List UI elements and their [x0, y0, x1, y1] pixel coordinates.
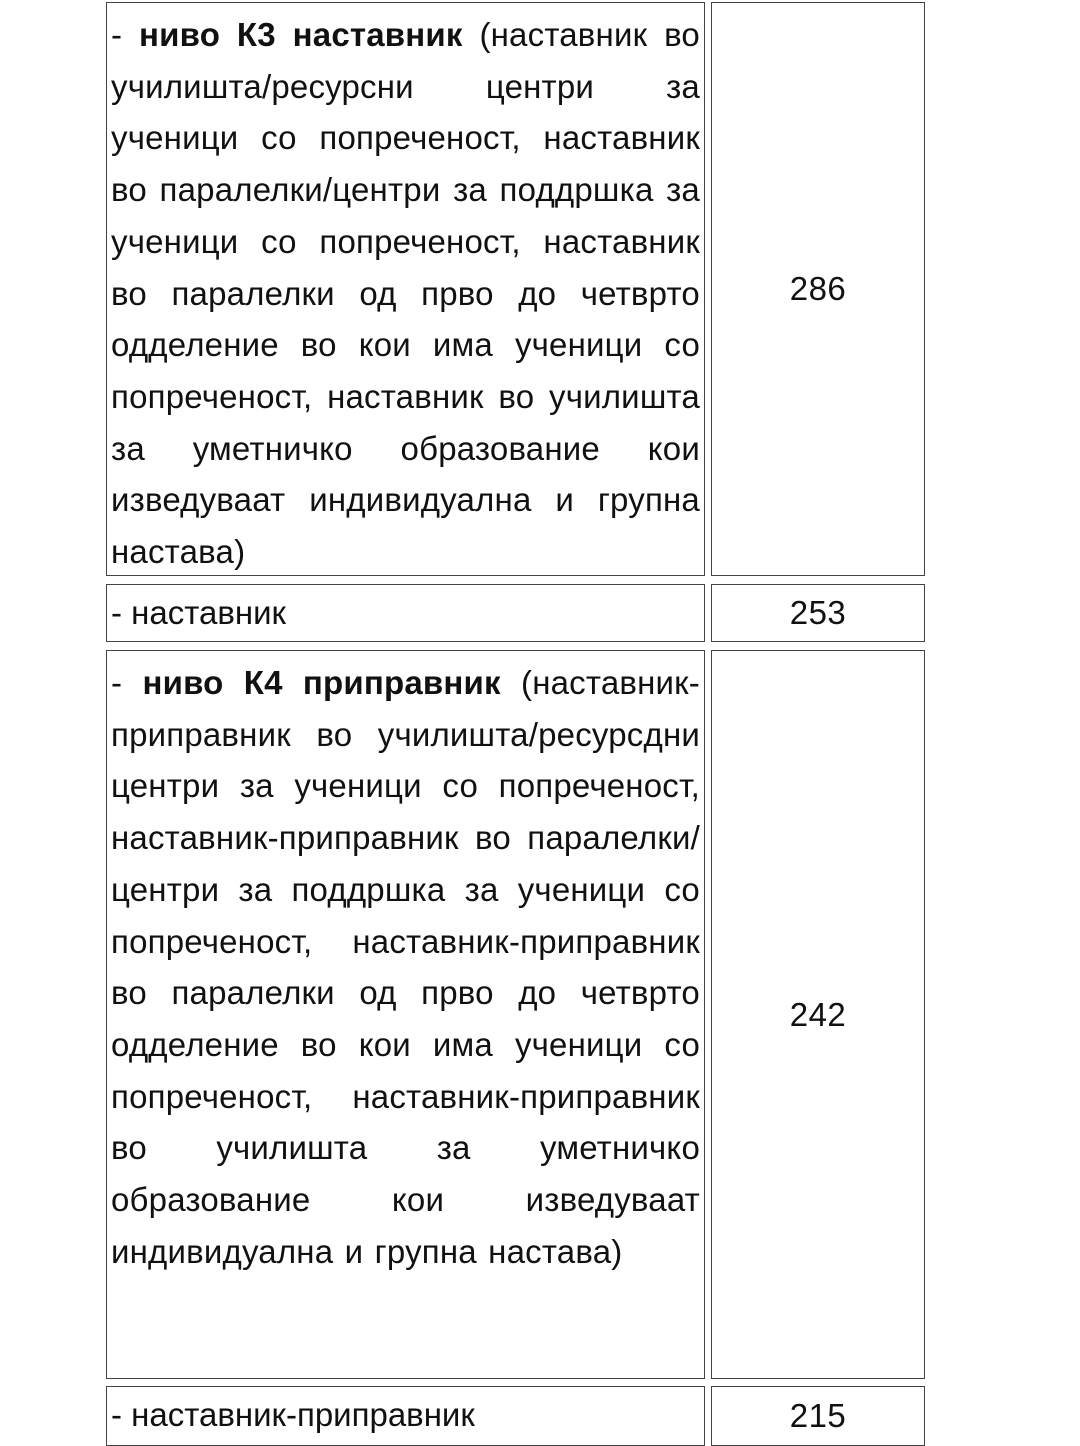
- table-row-description-trainee: [106, 1386, 705, 1446]
- dash-prefix: -: [111, 664, 143, 701]
- description-k3-text: [111, 9, 700, 578]
- dash-prefix: -: [111, 16, 140, 53]
- value-trainee: 215: [789, 1397, 847, 1434]
- teacher-label: - наставник: [111, 594, 286, 631]
- level-k3-heading: ниво К3 наставник: [139, 16, 463, 53]
- level-k4-heading: ниво К4 приправник: [142, 664, 501, 701]
- value-teacher: 253: [789, 594, 847, 631]
- level-k4-details: (наставник-приправник во училишта/ресурсдни центри за ученици со попреченост, наставник-приправник во паралелки/центри за поддршка за ученици со попреченост, наставник-приправник во паралелки од прво до четврто одделение во кои има ученици со попреченост, наставник-приправник во училишта за уметничко образование кои изведуваат индивидуална и групна настава): [111, 664, 700, 1270]
- level-k3-details: (наставник во училишта/ресурсни центри за ученици со попреченост, наставник во паралелки/центри за поддршка за ученици со попреченост, наставник во паралелки од прво до четврто одделение во кои има ученици со попреченост, наставник во училишта за уметничко образование кои изведуваат индивидуална и групна настава): [111, 16, 700, 571]
- description-k4-text: [111, 657, 700, 1277]
- value-k4: 242: [789, 995, 847, 1033]
- table-cell-value-teacher: [711, 584, 925, 642]
- table-cell-value-k4: [711, 650, 925, 1379]
- trainee-label: - наставник-приправник: [111, 1396, 475, 1433]
- table-cell-value-trainee: [711, 1386, 925, 1446]
- table-row-description-k4: [106, 650, 705, 1379]
- table-row-description-k3: [106, 2, 705, 576]
- value-k3: 286: [789, 270, 847, 307]
- table-row-description-teacher: [106, 584, 705, 642]
- table-cell-value-k3: [711, 2, 925, 576]
